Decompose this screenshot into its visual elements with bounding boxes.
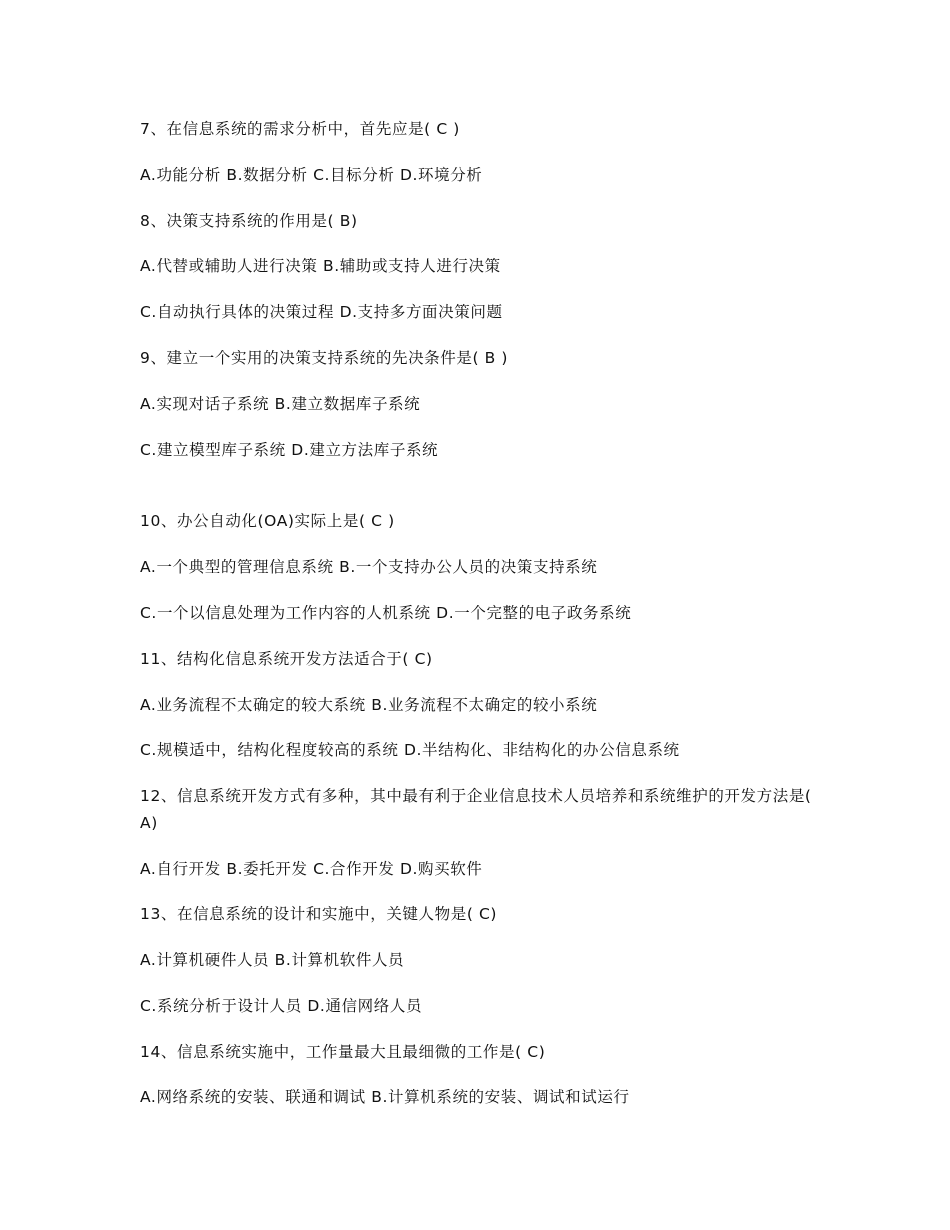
question-9-options-cd: C.建立模型库子系统 D.建立方法库子系统 [140, 441, 439, 459]
question-9: 9、建立一个实用的决策支持系统的先决条件是( B ) [140, 349, 509, 367]
question-14: 14、信息系统实施中，工作量最大且最细微的工作是( C) [140, 1043, 546, 1061]
question-12: 12、信息系统开发方式有多种，其中最有利于企业信息技术人员培养和系统维护的开发方法是( A) [140, 787, 812, 832]
question-10-options-cd: C.一个以信息处理为工作内容的人机系统 D.一个完整的电子政务系统 [140, 604, 632, 622]
question-7-options: A.功能分析 B.数据分析 C.目标分析 D.环境分析 [140, 166, 483, 184]
question-10-options-ab: A.一个典型的管理信息系统 B.一个支持办公人员的决策支持系统 [140, 558, 598, 576]
question-8-options-cd: C.自动执行具体的决策过程 D.支持多方面决策问题 [140, 303, 503, 321]
question-12-options: A.自行开发 B.委托开发 C.合作开发 D.购买软件 [140, 860, 483, 878]
question-14-options-ab: A.网络系统的安装、联通和调试 B.计算机系统的安装、调试和试运行 [140, 1088, 630, 1106]
question-9-options-ab: A.实现对话子系统 B.建立数据库子系统 [140, 395, 421, 413]
question-11: 11、结构化信息系统开发方法适合于( C) [140, 650, 433, 668]
question-13-options-cd: C.系统分析于设计人员 D.通信网络人员 [140, 997, 423, 1015]
question-11-options-ab: A.业务流程不太确定的较大系统 B.业务流程不太确定的较小系统 [140, 696, 598, 714]
question-13: 13、在信息系统的设计和实施中，关键人物是( C) [140, 905, 498, 923]
question-10: 10、办公自动化(OA)实际上是( C ) [140, 512, 395, 530]
question-11-options-cd: C.规模适中，结构化程度较高的系统 D.半结构化、非结构化的办公信息系统 [140, 741, 680, 759]
question-8-options-ab: A.代替或辅助人进行决策 B.辅助或支持人进行决策 [140, 257, 501, 275]
question-13-options-ab: A.计算机硬件人员 B.计算机软件人员 [140, 951, 405, 969]
question-8: 8、决策支持系统的作用是( B) [140, 212, 358, 230]
question-7: 7、在信息系统的需求分析中，首先应是( C ) [140, 120, 460, 138]
